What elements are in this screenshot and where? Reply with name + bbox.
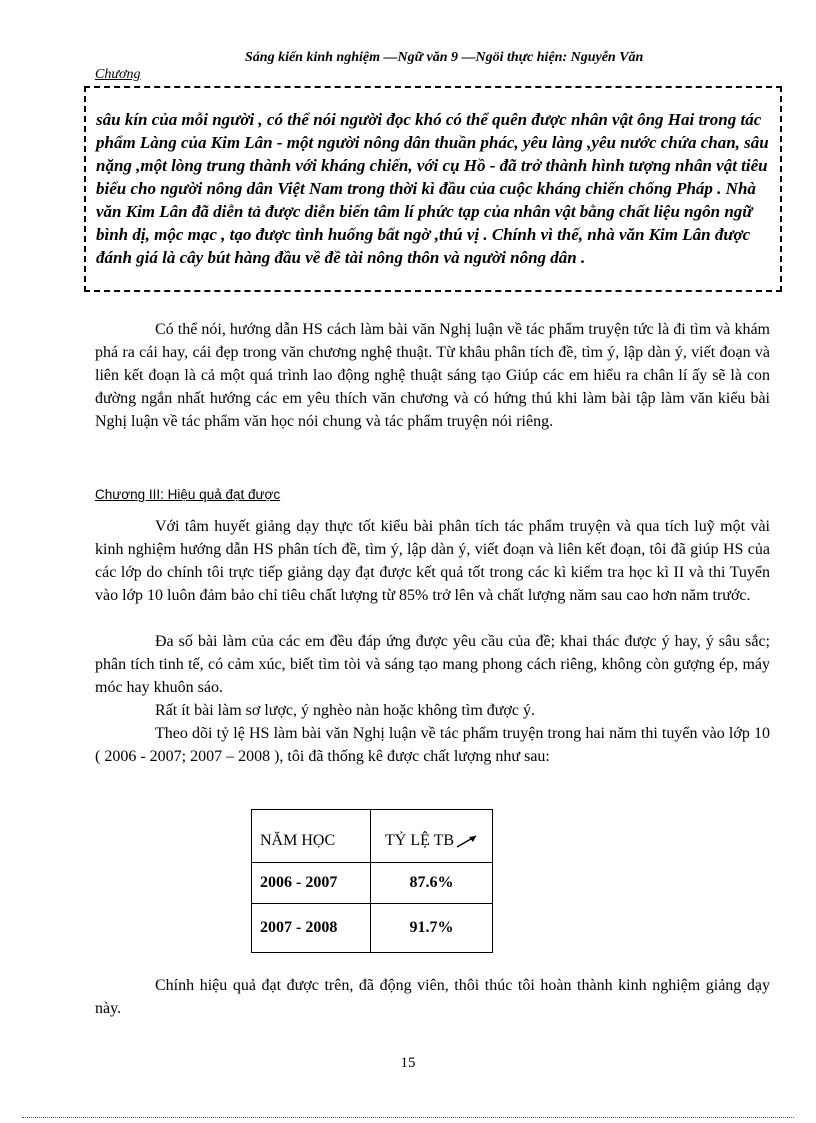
table-header-rate-label: TỶ LỆ TB [384,832,455,849]
quote-box-text: sâu kín của mỗi người , có thể nói người đọc khó có thể quên được nhân vật ông Hai trong tác phẩm Làng của Kim Lân - một người nông dân thuần phác, yêu làng ,yêu nước chứa chan, sâu nặng ,một lòng trung thành với kháng chiến, với cụ Hồ - đã trở thành hình tượng nhân vật tiêu biểu cho người nông dân Việt Nam trong thời kì đầu của cuộc kháng chiến chống Pháp . Nhà văn Kim Lân đã diễn tả được diễn biến tâm lí phức tạp của nhân vật bằng chất liệu ngôn ngữ bình dị, mộc mạc , tạo được tình huống bất ngờ ,thú vị . Chính vì thế, nhà văn Kim Lân được đánh giá là cây bút hàng đầu về đề tài nông thôn và người nông dân . [96,110,769,267]
bottom-divider [22,1117,794,1118]
arrow-up-right-icon [456,834,478,848]
table-cell-rate: 87.6% [371,863,493,904]
table-row [252,904,493,953]
table-header-year: NĂM HỌC [252,810,371,863]
paragraph-weak: Rất ít bài làm sơ lược, ý nghèo nàn hoặc không tìm được ý. [155,702,535,719]
section-heading: Chương III: Hiệu quả đạt được [95,487,281,502]
table-header-row [252,810,493,863]
page-header: Sáng kiến kinh nghiệm —Ngữ văn 9 —Ngöi thực hiện: Nguyễn Văn [245,50,644,65]
paragraph-intro: Có thể nói, hướng dẫn HS cách làm bài văn Nghị luận về tác phẩm truyện tức là đi tìm và khám phá ra cái hay, cái đẹp trong văn chương nghệ thuật. Từ khâu phân tích đề, tìm ý, lập dàn ý, viết đoạn và liên kết đoạn là cả một quá trình lao động nghệ thuật sáng tạo Giúp các em hiểu ra chân lí ấy sẽ là con đường ngắn nhất hướng các em yêu thích văn chương và có hứng thú khi làm bài tập làm văn kiểu bài Nghị luận về tác phẩm văn học nói chung và tác phẩm truyện nói riêng. [95,321,770,430]
table-cell-rate: 91.7% [371,904,493,953]
table-cell-year: 2006 - 2007 [252,863,371,904]
paragraph-quality: Đa số bài làm của các em đều đáp ứng được yêu cầu của đề; khai thác được ý hay, ý sâu sắc; phân tích tinh tế, có cảm xúc, biết tìm tòi và sáng tạo mang phong cách riêng, không còn gượng ép, máy móc hay khuôn sáo. [95,633,770,696]
page-header-continuation: Chương [95,67,141,82]
page-number: 15 [400,1055,416,1071]
paragraph-conclusion: Chính hiệu quả đạt được trên, đã động viên, thôi thúc tôi hoàn thành kinh nghiệm giảng dạy này. [95,977,770,1017]
table-row [252,863,493,904]
paragraph-results: Với tâm huyết giảng dạy thực tốt kiểu bài phân tích tác phẩm truyện và qua tích luỹ một vài kinh nghiệm hướng dẫn HS phân tích đề, tìm ý, lập dàn ý, viết đoạn và liên kết đoạn, tôi đã giúp HS của các lớp do chính tôi trực tiếp giảng dạy đạt được kết quả tốt trong các kì kiểm tra học kì II và thi Tuyển vào lớp 10 luôn đảm bảo chỉ tiêu chất lượng từ 85% trở lên và chất lượng năm sau cao hơn năm trước. [95,518,770,604]
table-header-rate [371,810,493,863]
results-table [251,809,493,953]
paragraph-stats: Theo dõi tỷ lệ HS làm bài văn Nghị luận về tác phẩm truyện trong hai năm thi tuyển vào lớp 10 ( 2006 - 2007; 2007 – 2008 ), tôi đã thống kê được chất lượng như sau: [95,725,770,765]
table-cell-year: 2007 - 2008 [252,904,371,953]
